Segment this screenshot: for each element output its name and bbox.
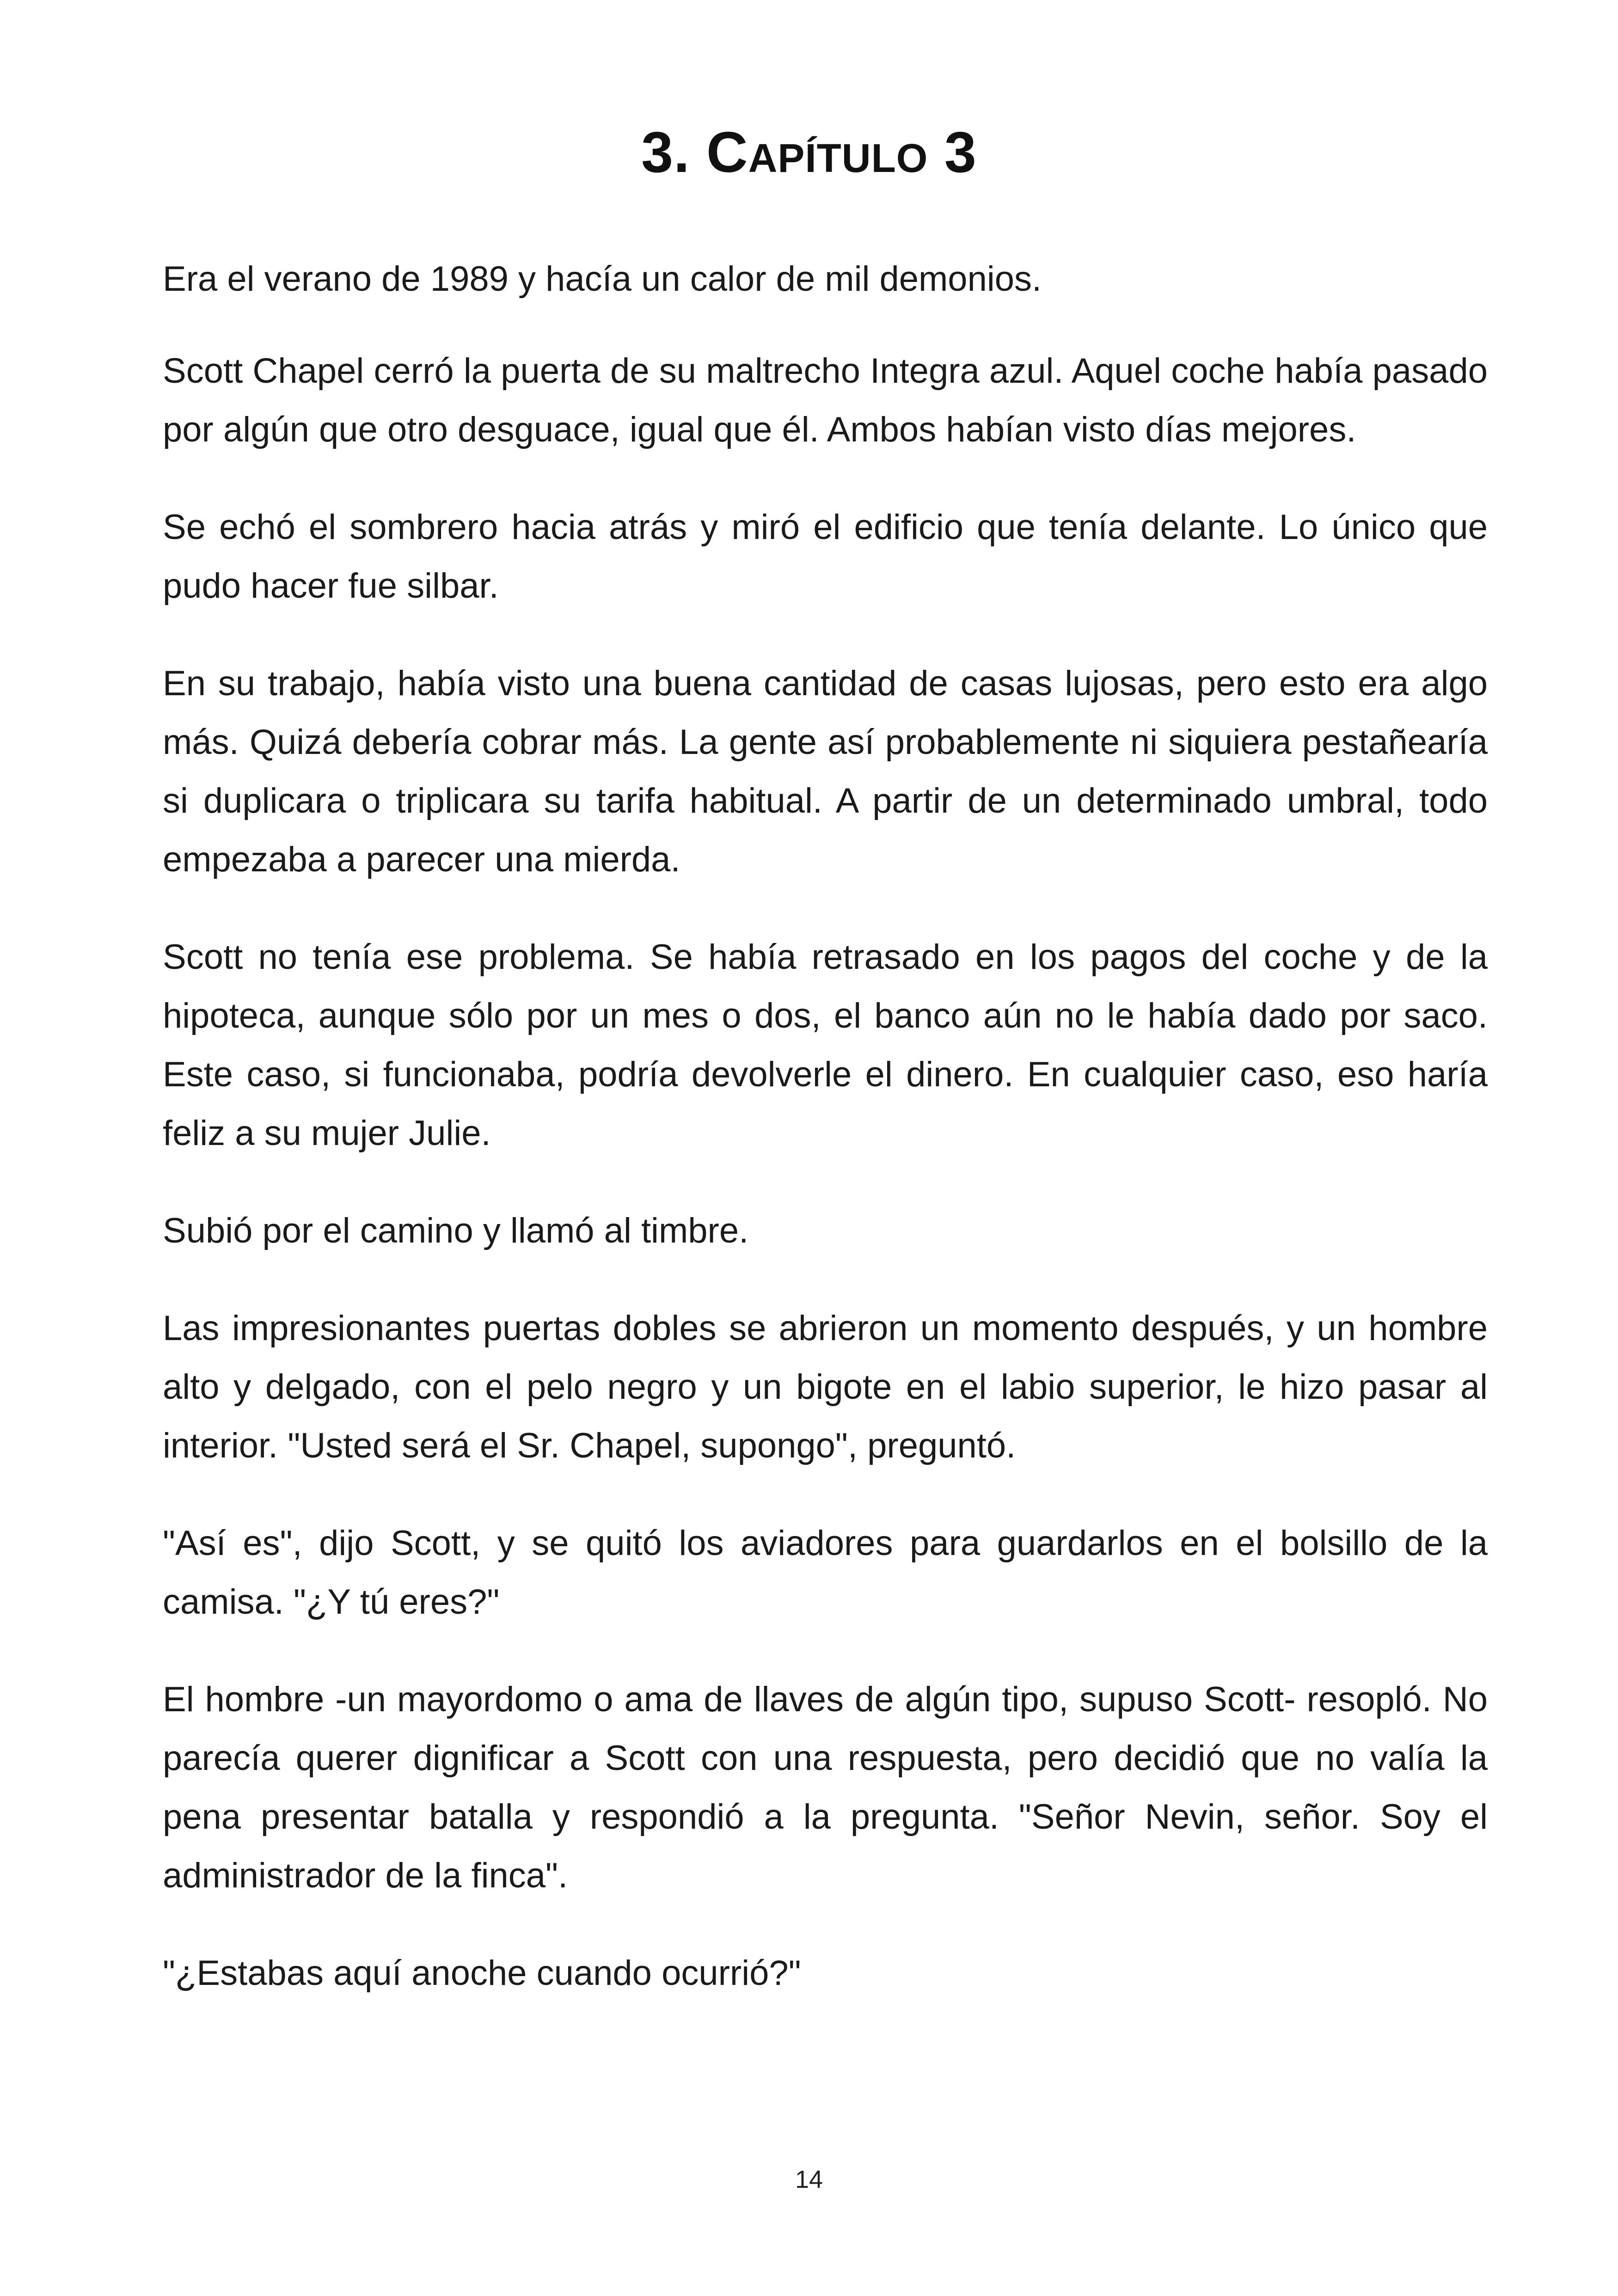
paragraph: Subió por el camino y llamó al timbre. [163,1211,749,1250]
paragraph: En su trabajo, había visto una buena cantidad de casas lujosas, pero esto era algo más. Quizá debería cobrar más. La gente así probablemente ni siquiera pestañearía si duplicara o triplicara su tarifa habitual. A partir de un determinado umbral, todo empezaba a parecer una mierda. [163,664,1488,879]
paragraph: Se echó el sombrero hacia atrás y miró el edificio que tenía delante. Lo único que pudo hacer fue silbar. [163,508,1488,606]
chapter-body [163,250,1488,2041]
paragraph: "Así es", dijo Scott, y se quitó los aviadores para guardarlos en el bolsillo de la camisa. "¿Y tú eres?" [163,1524,1488,1622]
paragraph: Era el verano de 1989 y hacía un calor de mil demonios. [163,259,1042,299]
paragraph: Las impresionantes puertas dobles se abrieron un momento después, y un hombre alto y delgado, con el pelo negro y un bigote en el labio superior, le hizo pasar al interior. "Usted será el Sr. Chapel, supongo", preguntó. [163,1309,1488,1465]
paragraph: "¿Estabas aquí anoche cuando ocurrió?" [163,1953,801,1993]
page-number: 14 [795,2166,823,2193]
paragraph: Scott Chapel cerró la puerta de su maltrecho Integra azul. Aquel coche había pasado por algún que otro desguace, igual que él. Ambos habían visto días mejores. [163,351,1488,449]
chapter-title: 3. Capítulo 3 [641,121,977,184]
paragraph: Scott no tenía ese problema. Se había retrasado en los pagos del coche y de la hipoteca, aunque sólo por un mes o dos, el banco aún no le había dado por saco. Este caso, si funcionaba, podría devolverle el dinero. En cualquier caso, eso haría feliz a su mujer Julie. [163,937,1488,1153]
paragraph: El hombre -un mayordomo o ama de llaves de algún tipo, supuso Scott- resopló. No parecía querer dignificar a Scott con una respuesta, pero decidió que no valía la pena presentar batalla y respondió a la pregunta. "Señor Nevin, señor. Soy el administrador de la finca". [163,1680,1488,1895]
